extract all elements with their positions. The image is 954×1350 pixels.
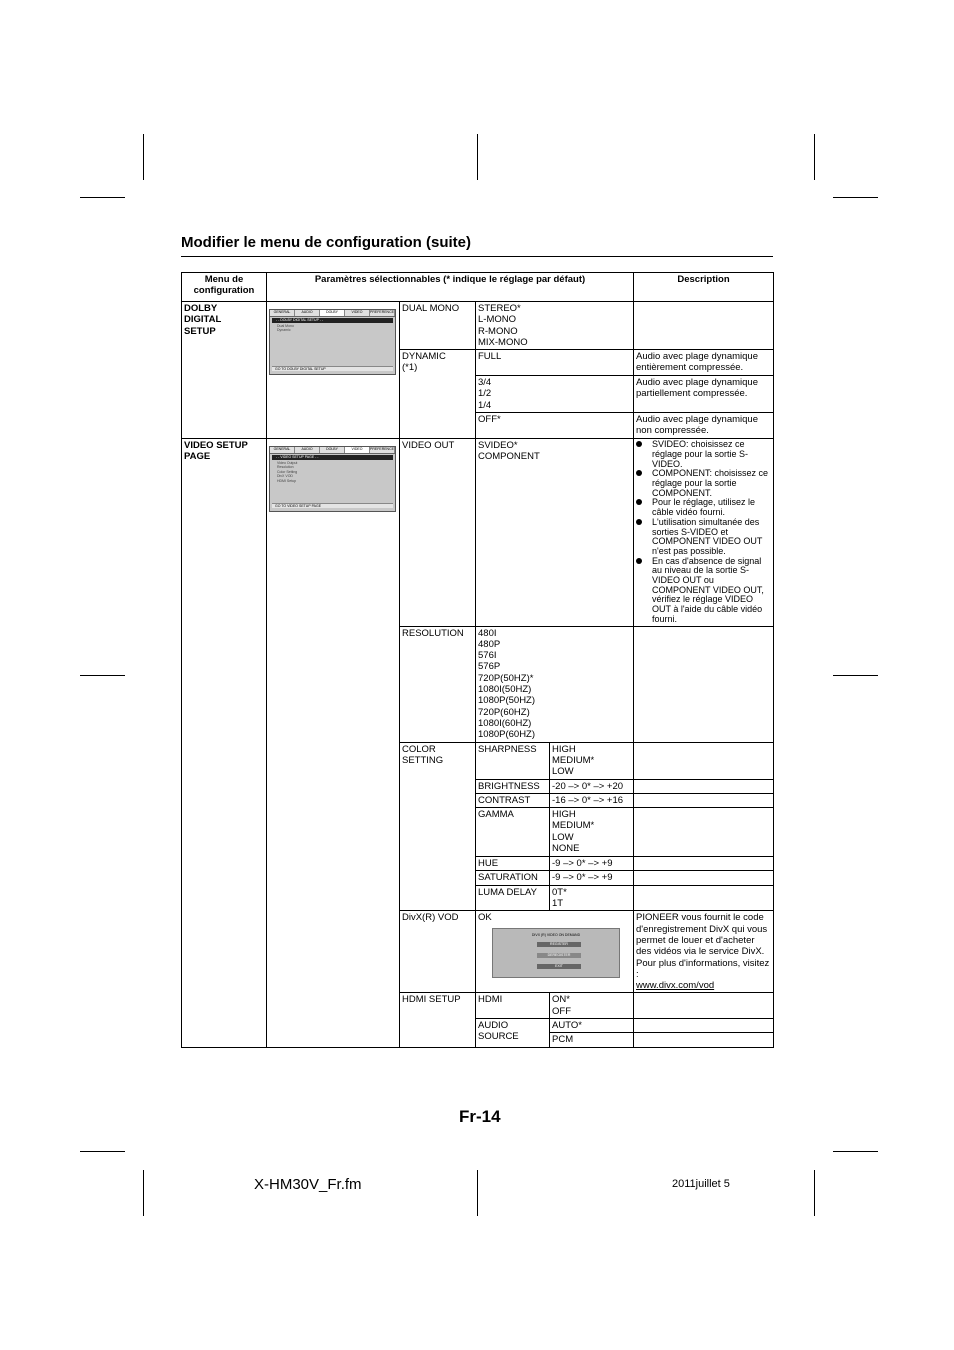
color-values: 0T* 1T [550, 885, 634, 911]
divx-vod-screenshot [492, 928, 620, 978]
crop-mark [833, 675, 878, 676]
desc-empty [634, 1019, 774, 1033]
values-partial: 3/4 1/2 1/4 [476, 376, 634, 413]
param-color-setting: COLOR SETTING [400, 742, 476, 911]
desc-empty [634, 993, 774, 1019]
bullet-icon [636, 441, 642, 447]
header-row [182, 273, 774, 302]
param-resolution: RESOLUTION [400, 626, 476, 742]
screen-item: Resolution [277, 465, 294, 470]
screen-title-bar: - - DOLBY DIGITAL SETUP - - [272, 318, 393, 323]
screen-title-bar: - - VIDEO SETUP PAGE - - [272, 455, 393, 460]
values-video-out: SVIDEO* COMPONENT [476, 439, 634, 626]
color-name: LUMA DELAY [476, 885, 550, 911]
divx-screen-register: REGISTER [537, 942, 581, 947]
bullet-icon [636, 558, 642, 564]
crop-mark [833, 197, 878, 198]
crop-mark [80, 1151, 125, 1152]
screen-footer: GO TO DOLBY DIGITAL SETUP [272, 366, 393, 372]
heading-rule [181, 256, 773, 257]
footer-filename: X-HM30V_Fr.fm [254, 1176, 362, 1193]
screen-tab: AUDIO [295, 310, 320, 316]
bullet-item: Pour le réglage, utilisez le câble vidéo fourni. [636, 498, 771, 517]
color-values: -20 –> 0* –> +20 [550, 779, 634, 793]
bullet-icon [636, 519, 642, 525]
footer-date: 2011juillet 5 [672, 1178, 730, 1190]
screen-tab: VIDEO [345, 310, 370, 316]
color-name: CONTRAST [476, 793, 550, 807]
crop-mark [143, 134, 144, 180]
desc-dual-mono [634, 302, 774, 350]
desc-divx-vod: PIONEER vous fournit le code d'enregistrement DivX qui vous permet de louer et d'acheter des vidéos via le service DivX. Pour plus d'informations, visitez : www.divx.com/vod [634, 911, 774, 993]
screen-video-cell [267, 439, 400, 1047]
desc-empty [634, 885, 774, 911]
bullet-item: COMPONENT: choisissez ce réglage pour la sortie COMPONENT. [636, 469, 771, 498]
value-divx-vod: OK DIVX (R) VIDEO ON DEMAND REGISTER DEREGISTER EXIT [476, 911, 634, 993]
desc-partial: Audio avec plage dynamique partiellement compressée. [634, 376, 774, 413]
crop-mark [143, 1170, 144, 1216]
screen-tab: VIDEO [345, 447, 370, 453]
screen-item: Dual Mono [277, 323, 294, 328]
screen-footer: GO TO VIDEO SETUP PAGE [272, 503, 393, 509]
param-dynamic: DYNAMIC (*1) [400, 350, 476, 439]
value-full: FULL [476, 350, 634, 376]
desc-empty [634, 779, 774, 793]
crop-mark [833, 1151, 878, 1152]
color-values: -9 –> 0* –> +9 [550, 871, 634, 885]
desc-empty [634, 1033, 774, 1047]
desc-empty [634, 857, 774, 871]
color-name: HUE [476, 857, 550, 871]
values-resolution: 480I 480P 576I 576P 720P(50HZ)* 1080I(50HZ) 1080P(50HZ) 720P(60HZ) 1080I(60HZ) 1080P(60HZ) [476, 626, 634, 742]
desc-full: Audio avec plage dynamique entièrement compressée. [634, 350, 774, 376]
divx-screen-deregister: DEREGISTER [537, 953, 581, 958]
menu-dolby: DOLBY DIGITAL SETUP [182, 302, 267, 439]
color-name: SHARPNESS [476, 742, 550, 779]
dolby-setup-screenshot [269, 309, 396, 375]
param-video-out: VIDEO OUT [400, 439, 476, 626]
screen-item: Color Setting [277, 469, 298, 474]
screen-tab: AUDIO [295, 447, 320, 453]
hdmi-option: PCM [550, 1033, 634, 1047]
screen-tab: DOLBY [320, 447, 345, 453]
desc-empty [634, 871, 774, 885]
color-name: GAMMA [476, 808, 550, 857]
screen-item: Dynamic [277, 328, 291, 332]
video-setup-screenshot [269, 446, 396, 512]
bullet-item: L'utilisation simultanée des sorties S-VIDEO et COMPONENT VIDEO OUT n'est pas possible. [636, 518, 771, 557]
header-description: Description [634, 273, 774, 302]
divx-screen-title: DIVX (R) VIDEO ON DEMAND [531, 932, 581, 937]
header-menu: Menu de configuration [182, 273, 267, 302]
hdmi-name: AUDIO SOURCE [476, 1019, 550, 1048]
divx-vod-link[interactable]: www.divx.com/vod [636, 980, 715, 992]
desc-empty [634, 808, 774, 857]
desc-off: Audio avec plage dynamique non compressée. [634, 413, 774, 439]
values-dual-mono: STEREO* L-MONO R-MONO MIX-MONO [476, 302, 634, 350]
hdmi-name: HDMI [476, 993, 550, 1019]
color-values: -16 –> 0* –> +16 [550, 793, 634, 807]
crop-mark [80, 675, 125, 676]
color-name: SATURATION [476, 871, 550, 885]
header-params: Paramètres sélectionnables (* indique le réglage par défaut) [267, 273, 634, 302]
desc-resolution [634, 626, 774, 742]
screen-tab: GENERAL [270, 310, 295, 316]
param-hdmi-setup: HDMI SETUP [400, 993, 476, 1047]
desc-video-out [634, 439, 774, 626]
config-table [181, 272, 774, 1048]
crop-mark [80, 197, 125, 198]
table-row [182, 302, 774, 350]
param-divx-vod: DivX(R) VOD [400, 911, 476, 993]
bullet-item: SVIDEO: choisissez ce réglage pour la sortie S-VIDEO. [636, 440, 771, 469]
screen-tab: PREFERENCE [370, 310, 394, 314]
bullet-item: En cas d'absence de signal au niveau de la sortie S-VIDEO OUT ou COMPONENT VIDEO OUT, vérifiez le réglage VIDEO OUT à l'aide du câble vidéo fourni. [636, 557, 771, 625]
hdmi-option: AUTO* [550, 1019, 634, 1033]
screen-item: Video Output [277, 460, 298, 465]
crop-mark [477, 1170, 478, 1216]
screen-tab: PREFERENCE [370, 447, 394, 452]
screen-tabs [270, 310, 395, 317]
screen-tab: GENERAL [270, 447, 295, 453]
hdmi-values: ON* OFF [550, 993, 634, 1019]
page-heading: Modifier le menu de configuration (suite) [181, 234, 472, 251]
screen-tab: DOLBY [320, 310, 345, 316]
param-dual-mono: DUAL MONO [400, 302, 476, 350]
table-row [182, 439, 774, 626]
value-off: OFF* [476, 413, 634, 439]
bullet-icon [636, 470, 642, 476]
screen-dolby-cell [267, 302, 400, 439]
desc-empty [634, 742, 774, 779]
page-number: Fr-14 [459, 1107, 501, 1126]
screen-tabs [270, 447, 395, 454]
screen-item: HDMI Setup [277, 478, 297, 483]
crop-mark [477, 134, 478, 180]
menu-video: VIDEO SETUP PAGE [182, 439, 267, 1047]
bullet-icon [636, 499, 642, 505]
color-values: HIGH MEDIUM* LOW NONE [550, 808, 634, 857]
crop-mark [814, 134, 815, 180]
crop-mark [814, 1170, 815, 1216]
divx-screen-exit: EXIT [537, 964, 581, 969]
color-values: -9 –> 0* –> +9 [550, 857, 634, 871]
screen-item: DivX VOD [277, 474, 293, 479]
desc-empty [634, 793, 774, 807]
color-values: HIGH MEDIUM* LOW [550, 742, 634, 779]
color-name: BRIGHTNESS [476, 779, 550, 793]
